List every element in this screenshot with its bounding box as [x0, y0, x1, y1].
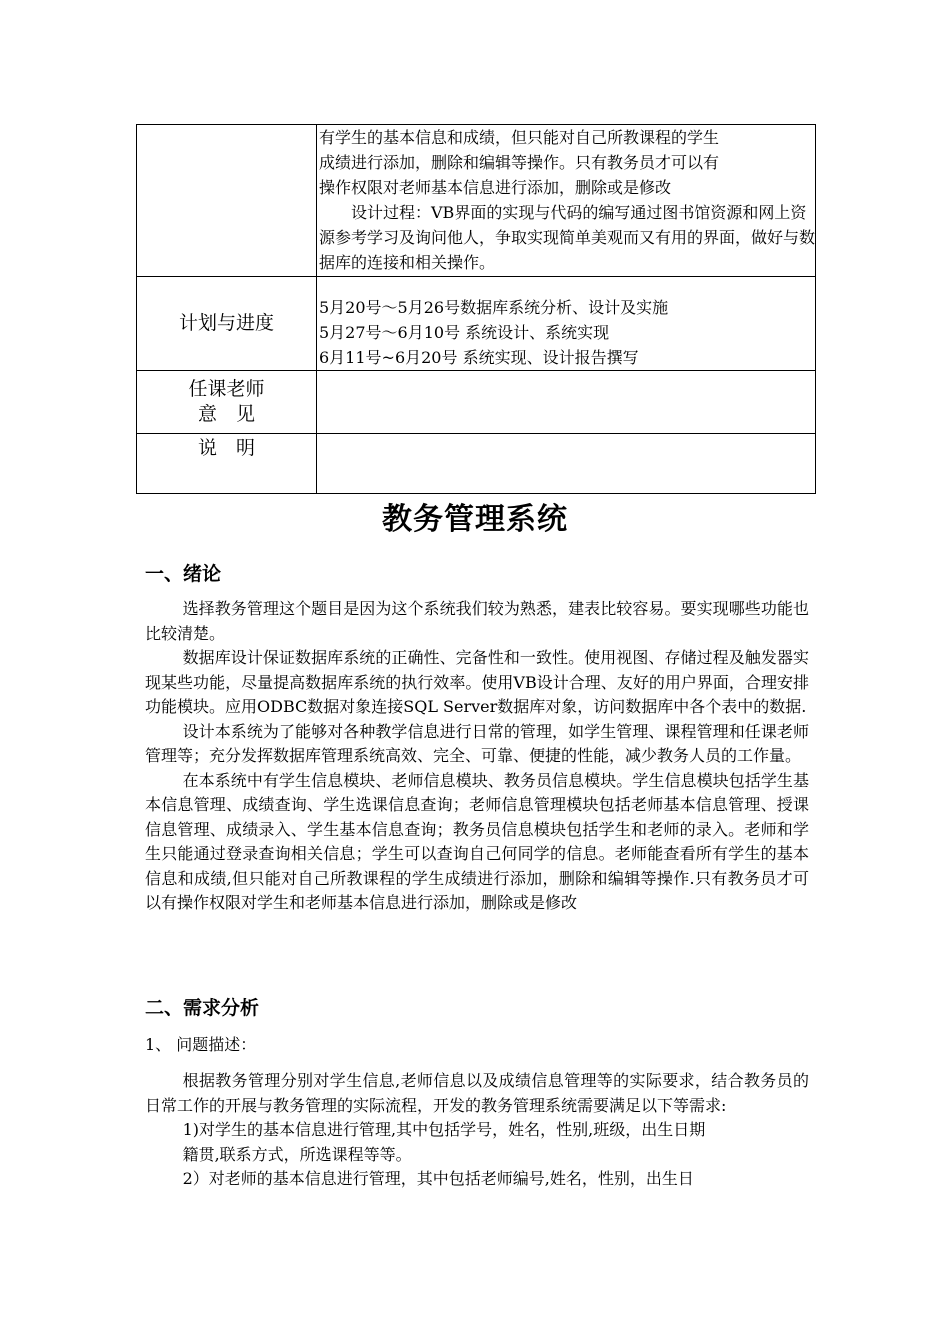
description-line: 操作权限对老师基本信息进行添加，删除或是修改: [319, 178, 672, 197]
paragraph: 数据库设计保证数据库系统的正确性、完备性和一致性。使用视图、存储过程及触发器实现某些功能，尽量提高数据库系统的执行效率。使用VB设计合理、友好的用户界面，合理安排功能模块。应用ODBC数据对象连接SQL Server数据库对象，访问数据库中各个表中的数据.: [145, 648, 809, 716]
table-row: [137, 277, 816, 371]
requirements-body: [145, 1069, 809, 1192]
table-row: [137, 434, 816, 494]
requirement-2-line1: 2）对老师的基本信息进行管理，其中包括老师编号,姓名，性别，出生日: [182, 1169, 694, 1188]
schedule-line: 5月27号～6月10号 系统设计、系统实现: [319, 323, 610, 342]
schedule-cell: [317, 277, 816, 371]
description-line: 成绩进行添加，删除和编辑等操作。只有教务员才可以有: [319, 153, 720, 172]
remarks-cell: [317, 434, 816, 494]
section-heading-introduction: 一、绪论: [145, 563, 222, 585]
teacher-opinion-line1: 任课老师: [188, 378, 265, 400]
paragraph: 设计本系统为了能够对各种教学信息进行日常的管理，如学生管理、课程管理和任课老师管理等；充分发挥数据库管理系统高效、完全、可靠、便捷的性能，减少教务人员的工作量。: [145, 721, 809, 765]
course-design-table: [136, 124, 816, 494]
paragraph: 在本系统中有学生信息模块、老师信息模块、教务员信息模块。学生信息模块包括学生基本信息管理、成绩查询、学生选课信息查询；老师信息管理模块包括老师基本信息管理、授课信息管理、成绩录入、学生基本信息查询；教务员信息模块包括学生和老师的录入。老师和学生只能通过登录查询相关信息；学生可以查询自己何同学的信息。老师能查看所有学生的基本信息和成绩,但只能对自己所教课程的学生成绩进行添加，删除和编辑等操作.只有教务员才可以有操作权限对学生和老师基本信息进行添加，删除或是修改: [145, 770, 809, 912]
schedule-line: 5月20号～5月26号数据库系统分析、设计及实施: [319, 298, 669, 317]
paragraph: 根据教务管理分别对学生信息,老师信息以及成绩信息管理等的实际要求，结合教务员的日常工作的开展与教务管理的实际流程，开发的教务管理系统需要满足以下等需求:: [145, 1071, 809, 1115]
requirement-1-line2: 籍贯,联系方式，所选课程等等。: [182, 1144, 412, 1164]
teacher-opinion-label: [137, 371, 317, 434]
requirement-1-line1: 1)对学生的基本信息进行管理,其中包括学号，姓名，性别,班级，出生日期: [182, 1120, 706, 1139]
plan-progress-label: 计划与进度: [137, 277, 317, 371]
problem-description-item: 1、 问题描述：: [145, 1035, 257, 1054]
remarks-label: 说 明: [137, 434, 317, 494]
document-title: 教务管理系统: [382, 502, 568, 537]
schedule-line: 6月11号~6月20号 系统实现、设计报告撰写: [319, 348, 639, 367]
teacher-opinion-cell: [317, 371, 816, 434]
description-line: 有学生的基本信息和成绩，但只能对自己所教课程的学生: [319, 128, 720, 147]
introduction-body: [145, 597, 809, 916]
paragraph: 选择教务管理这个题目是因为这个系统我们较为熟悉，建表比较容易。要实现哪些功能也比较清楚。: [145, 599, 809, 643]
table-row: [137, 125, 816, 277]
section-heading-requirements: 二、需求分析: [145, 997, 260, 1019]
teacher-opinion-line2: 意 见: [197, 403, 255, 425]
row-label-empty: [137, 125, 317, 277]
description-cell: [317, 125, 816, 277]
design-process-text: 设计过程：VB界面的实现与代码的编写通过图书馆资源和网上资源参考学习及询问他人，争取实现简单美观而又有用的界面，做好与数据库的连接和相关操作。: [319, 203, 816, 272]
table-row: [137, 371, 816, 434]
